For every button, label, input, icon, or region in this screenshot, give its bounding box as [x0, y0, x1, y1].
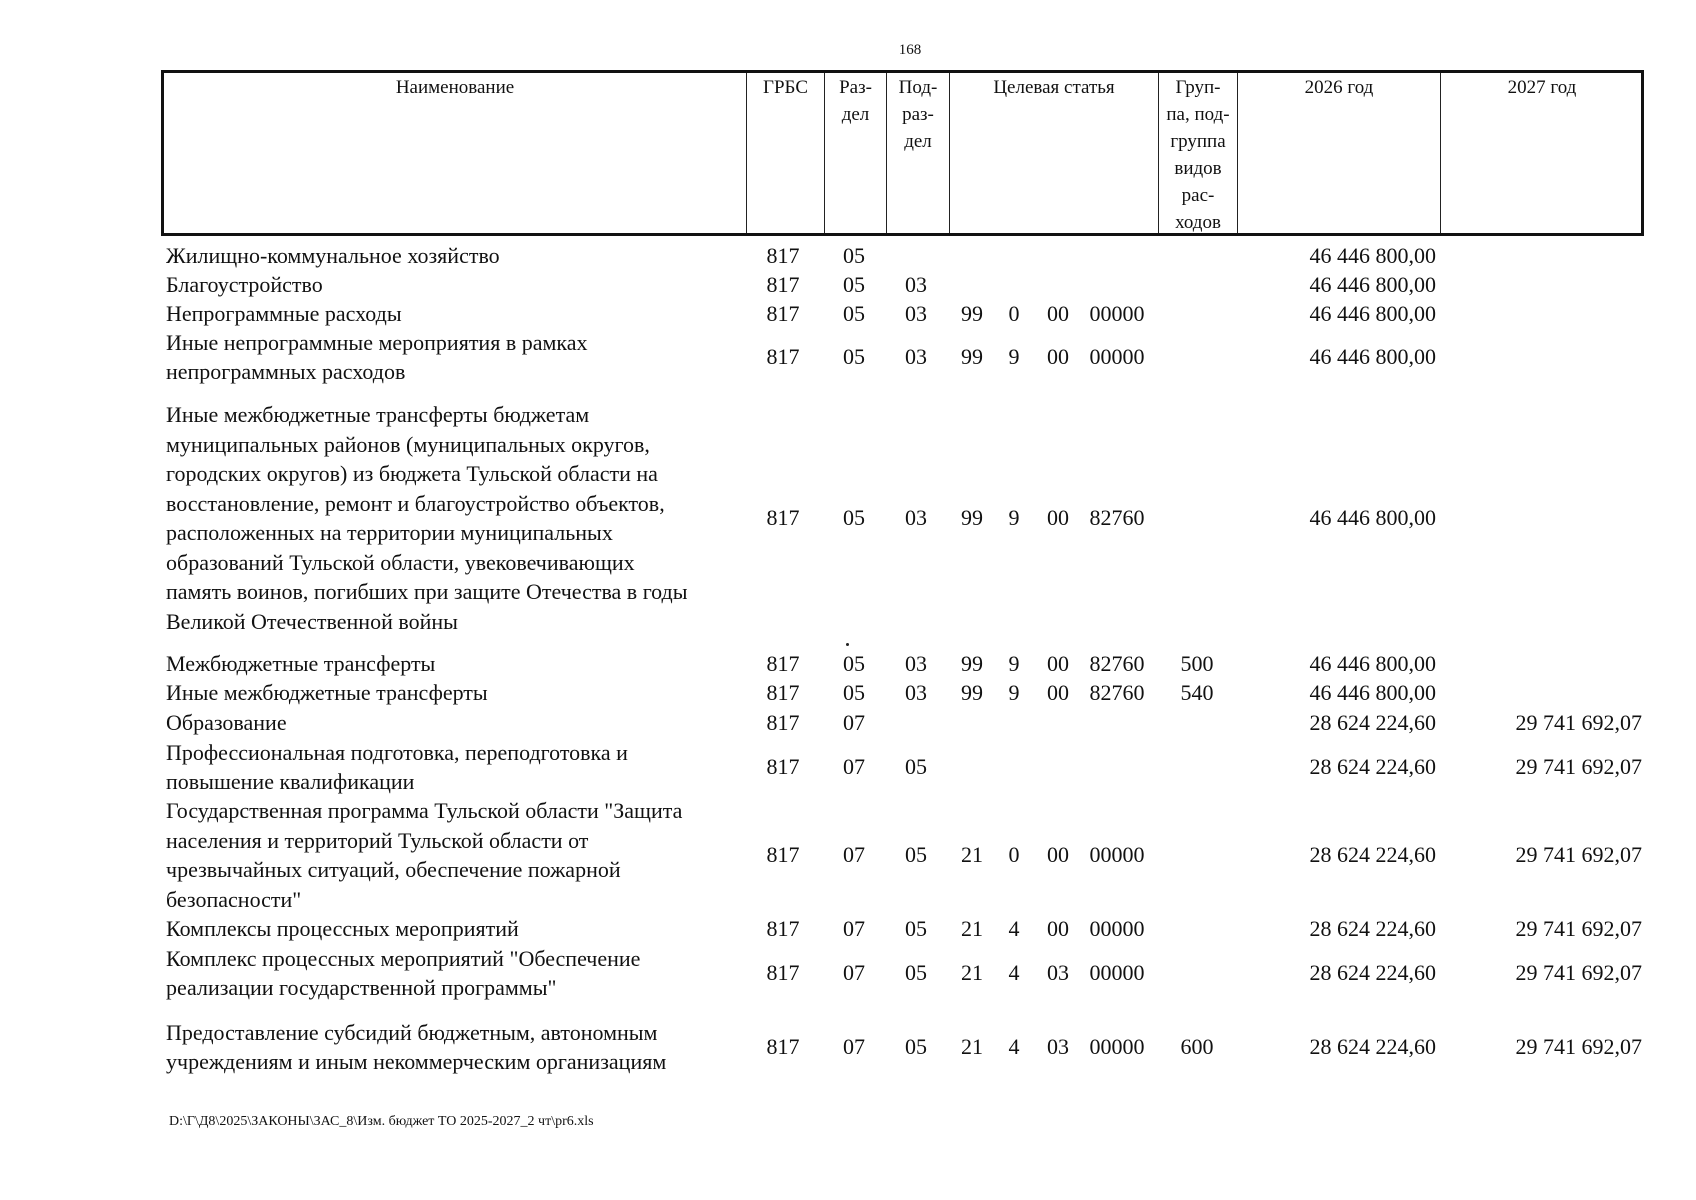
row-tselevaya-subprogram — [1038, 737, 1078, 797]
table-row — [0, 737, 1696, 797]
row-podrazdel: 05 — [905, 754, 927, 780]
row-name: Государственная программа Тульской области "Защита населения и территорий Тульской области от чрезвычайных ситуаций, обеспечение пожарной безопасности" — [166, 798, 683, 912]
row-podrazdel: 05 — [905, 916, 927, 942]
row-gruppa — [1162, 270, 1232, 300]
table-row — [0, 399, 1696, 637]
table-row — [0, 914, 1696, 944]
row-grbs: 817 — [766, 710, 800, 736]
table-row — [0, 678, 1696, 708]
table-row — [0, 943, 1696, 1003]
row-tselevaya-type: 9 — [1008, 505, 1020, 531]
scan-dot — [846, 643, 849, 646]
row-podrazdel: 03 — [905, 344, 927, 370]
row-tselevaya-program: 99 — [961, 301, 983, 327]
row-gruppa — [1162, 796, 1232, 914]
table-row — [0, 327, 1696, 387]
row-name: Предоставление субсидий бюджетным, автономным учреждениям и иным некоммерческим организациям — [166, 1019, 667, 1074]
row-name: Межбюджетные трансферты — [166, 651, 436, 677]
row-tselevaya-subprogram: 00 — [1047, 916, 1069, 942]
row-amount-2027: 29 741 692,07 — [1515, 754, 1642, 780]
row-razdel: 05 — [843, 301, 865, 327]
row-amount-2027 — [1440, 649, 1642, 679]
row-name: Иные непрограммные мероприятия в рамках непрограммных расходов — [166, 329, 588, 384]
row-podrazdel: 03 — [905, 272, 927, 298]
row-tselevaya-type — [997, 737, 1031, 797]
row-tselevaya-type: 4 — [1008, 916, 1020, 942]
table-row — [0, 241, 1696, 271]
row-amount-2027: 29 741 692,07 — [1515, 960, 1642, 986]
row-tselevaya-program — [952, 270, 992, 300]
header-name: Наименование — [164, 73, 747, 233]
row-gruppa — [1162, 737, 1232, 797]
row-gruppa — [1162, 299, 1232, 329]
row-tselevaya-program: 99 — [961, 680, 983, 706]
row-tselevaya-direction — [1082, 270, 1152, 300]
header-year-2027: 2027 год — [1507, 77, 1577, 98]
row-amount-2026: 28 624 224,60 — [1309, 842, 1436, 868]
row-amount-2026: 28 624 224,60 — [1309, 710, 1436, 736]
row-razdel: 07 — [843, 960, 865, 986]
row-grbs: 817 — [766, 842, 800, 868]
row-tselevaya-program: 99 — [961, 344, 983, 370]
row-amount-2026: 46 446 800,00 — [1309, 680, 1436, 706]
row-podrazdel: 05 — [905, 842, 927, 868]
header-grbs: ГРБС — [747, 73, 825, 233]
row-tselevaya-subprogram — [1038, 270, 1078, 300]
row-tselevaya-subprogram — [1038, 241, 1078, 271]
table-row — [0, 708, 1696, 738]
row-tselevaya-direction — [1082, 241, 1152, 271]
row-podrazdel: 03 — [905, 505, 927, 531]
row-amount-2026: 46 446 800,00 — [1309, 505, 1436, 531]
row-tselevaya-direction — [1082, 708, 1152, 738]
row-gruppa — [1162, 327, 1232, 387]
row-amount-2026: 46 446 800,00 — [1309, 272, 1436, 298]
row-amount-2027 — [1440, 327, 1642, 387]
row-razdel: 05 — [843, 272, 865, 298]
row-amount-2027 — [1440, 299, 1642, 329]
row-tselevaya-type — [997, 270, 1031, 300]
row-tselevaya-subprogram: 00 — [1047, 680, 1069, 706]
header-razdel: Раз- дел — [825, 73, 887, 233]
row-name: Иные межбюджетные трансферты бюджетам муниципальных районов (муниципальных округов, городских округов) из бюджета Тульской области на восстановление, ремонт и благоустройство объектов, расположенных на территории муниципальных образований Тульской области, увековечивающих память воинов, погибших при защите Отечества в годы Великой Отечественной войны — [166, 402, 688, 634]
row-tselevaya-program — [952, 708, 992, 738]
row-amount-2027 — [1440, 678, 1642, 708]
row-name: Иные межбюджетные трансферты — [166, 680, 488, 706]
row-amount-2026: 46 446 800,00 — [1309, 344, 1436, 370]
row-tselevaya-direction: 00000 — [1089, 1034, 1145, 1060]
row-razdel: 07 — [843, 1034, 865, 1060]
row-razdel: 07 — [843, 754, 865, 780]
header-tselevaya-statya: Целевая статья — [950, 73, 1159, 233]
row-tselevaya-program: 99 — [961, 651, 983, 677]
row-name: Комплексы процессных мероприятий — [166, 916, 519, 942]
row-grbs: 817 — [766, 301, 800, 327]
table-row — [0, 299, 1696, 329]
row-tselevaya-direction: 00000 — [1089, 301, 1145, 327]
row-gruppa — [1162, 943, 1232, 1003]
header-gruppa-vidov-raskhodov: Груп- па, под- группа видов рас- ходов — [1159, 73, 1238, 233]
row-gruppa: 540 — [1180, 680, 1214, 706]
row-grbs: 817 — [766, 680, 800, 706]
row-tselevaya-program: 21 — [961, 916, 983, 942]
row-grbs: 817 — [766, 960, 800, 986]
row-tselevaya-direction: 82760 — [1089, 680, 1145, 706]
row-amount-2027: 29 741 692,07 — [1515, 842, 1642, 868]
row-podrazdel: 03 — [905, 680, 927, 706]
row-tselevaya-subprogram: 00 — [1047, 344, 1069, 370]
row-amount-2027 — [1440, 241, 1642, 271]
row-amount-2026: 28 624 224,60 — [1309, 960, 1436, 986]
row-tselevaya-program: 21 — [961, 842, 983, 868]
row-razdel: 07 — [843, 710, 865, 736]
row-tselevaya-program: 21 — [961, 1034, 983, 1060]
row-tselevaya-direction: 00000 — [1089, 960, 1145, 986]
row-name: Профессиональная подготовка, переподготовка и повышение квалификации — [166, 739, 628, 794]
row-podrazdel: 05 — [905, 1034, 927, 1060]
row-tselevaya-program: 99 — [961, 505, 983, 531]
row-tselevaya-type: 4 — [1008, 960, 1020, 986]
row-grbs: 817 — [766, 272, 800, 298]
row-razdel: 05 — [843, 344, 865, 370]
row-tselevaya-subprogram: 00 — [1047, 842, 1069, 868]
row-razdel: 07 — [843, 842, 865, 868]
row-tselevaya-type: 9 — [1008, 680, 1020, 706]
row-amount-2026: 46 446 800,00 — [1309, 301, 1436, 327]
row-name: Благоустройство — [166, 272, 323, 298]
row-gruppa: 500 — [1180, 651, 1214, 677]
row-grbs: 817 — [766, 1034, 800, 1060]
footer-file-path: D:\Г\Д8\2025\ЗАКОНЫ\ЗАС_8\Изм. бюджет ТО 2025-2027_2 чт\pr6.xls — [169, 1114, 594, 1129]
header-podrazdel: Под- раз- дел — [887, 73, 950, 233]
row-grbs: 817 — [766, 243, 800, 269]
row-tselevaya-type — [997, 241, 1031, 271]
row-razdel: 07 — [843, 916, 865, 942]
row-amount-2027 — [1440, 399, 1642, 637]
row-amount-2026: 28 624 224,60 — [1309, 1034, 1436, 1060]
row-tselevaya-type: 9 — [1008, 651, 1020, 677]
row-amount-2027: 29 741 692,07 — [1515, 916, 1642, 942]
row-name: Жилищно-коммунальное хозяйство — [166, 243, 500, 269]
row-amount-2026: 46 446 800,00 — [1309, 651, 1436, 677]
row-razdel: 05 — [843, 505, 865, 531]
page-number: 168 — [898, 42, 922, 58]
row-gruppa: 600 — [1180, 1034, 1214, 1060]
table-row — [0, 796, 1696, 914]
row-name: Непрограммные расходы — [166, 301, 402, 327]
row-tselevaya-subprogram: 03 — [1047, 1034, 1069, 1060]
table-row — [0, 649, 1696, 679]
row-tselevaya-subprogram — [1038, 708, 1078, 738]
row-gruppa — [1162, 914, 1232, 944]
row-amount-2026: 28 624 224,60 — [1309, 754, 1436, 780]
row-grbs: 817 — [766, 916, 800, 942]
row-tselevaya-type: 4 — [1008, 1034, 1020, 1060]
table-row — [0, 270, 1696, 300]
row-tselevaya-program — [952, 241, 992, 271]
table-row — [0, 1017, 1696, 1077]
row-podrazdel: 05 — [905, 960, 927, 986]
row-gruppa — [1162, 241, 1232, 271]
row-name: Комплекс процессных мероприятий "Обеспечение реализации государственной программы" — [166, 945, 641, 1000]
row-tselevaya-type — [997, 708, 1031, 738]
row-amount-2027 — [1440, 270, 1642, 300]
row-tselevaya-type: 0 — [1008, 301, 1020, 327]
row-razdel: 05 — [843, 651, 865, 677]
row-razdel: 05 — [843, 243, 865, 269]
row-tselevaya-program — [952, 737, 992, 797]
row-gruppa — [1162, 399, 1232, 637]
row-tselevaya-subprogram: 00 — [1047, 301, 1069, 327]
row-name: Образование — [166, 710, 287, 736]
row-tselevaya-direction: 82760 — [1089, 651, 1145, 677]
row-amount-2026: 46 446 800,00 — [1309, 243, 1436, 269]
row-tselevaya-direction: 00000 — [1089, 344, 1145, 370]
row-podrazdel — [888, 708, 944, 738]
row-amount-2027: 29 741 692,07 — [1515, 710, 1642, 736]
row-tselevaya-program: 21 — [961, 960, 983, 986]
row-grbs: 817 — [766, 651, 800, 677]
row-razdel: 05 — [843, 680, 865, 706]
row-amount-2026: 28 624 224,60 — [1309, 916, 1436, 942]
row-grbs: 817 — [766, 344, 800, 370]
row-amount-2027: 29 741 692,07 — [1515, 1034, 1642, 1060]
row-tselevaya-subprogram: 00 — [1047, 505, 1069, 531]
header-year-2026: 2026 год — [1238, 73, 1441, 233]
row-tselevaya-type: 0 — [1008, 842, 1020, 868]
row-tselevaya-direction — [1082, 737, 1152, 797]
row-tselevaya-direction: 00000 — [1089, 842, 1145, 868]
row-podrazdel: 03 — [905, 651, 927, 677]
row-podrazdel: 03 — [905, 301, 927, 327]
row-tselevaya-subprogram: 00 — [1047, 651, 1069, 677]
row-tselevaya-subprogram: 03 — [1047, 960, 1069, 986]
row-grbs: 817 — [766, 754, 800, 780]
row-gruppa — [1162, 708, 1232, 738]
row-tselevaya-direction: 00000 — [1089, 916, 1145, 942]
row-tselevaya-type: 9 — [1008, 344, 1020, 370]
row-podrazdel — [888, 241, 944, 271]
row-grbs: 817 — [766, 505, 800, 531]
row-tselevaya-direction: 82760 — [1089, 505, 1145, 531]
